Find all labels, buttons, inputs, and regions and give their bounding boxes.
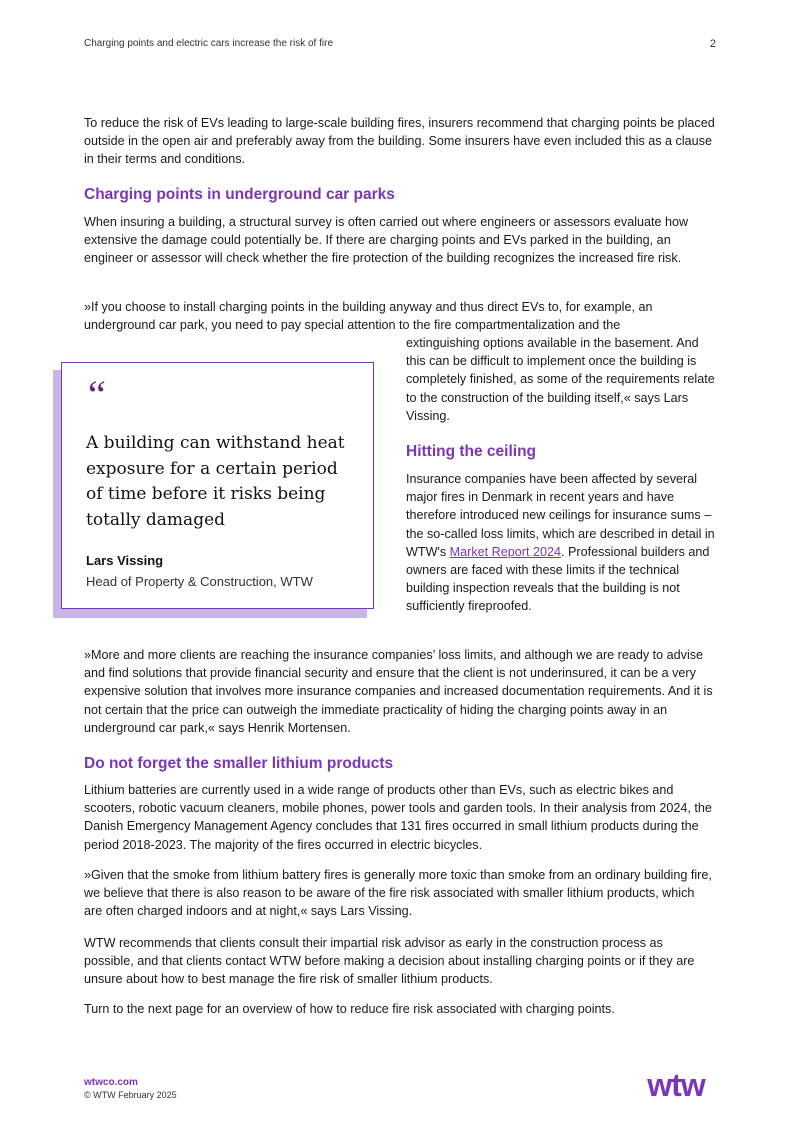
pull-quote-name: Lars Vissing: [86, 553, 164, 568]
pull-quote: [61, 362, 374, 609]
section1-paragraph-2-continued: extinguishing options available in the basement. And this can be difficult to implement once the building is completely finished, as some of the requirements relate to the construction of the building itself,« says Lars Vissing.: [406, 336, 715, 423]
running-header-title: Charging points and electric cars increase the risk of fire: [84, 38, 334, 49]
wtw-logo-icon: [636, 1070, 716, 1100]
footer-copyright: © WTW February 2025: [84, 1090, 177, 1100]
section3-paragraph-4: Turn to the next page for an overview of how to reduce fire risk associated with charging points.: [84, 1002, 615, 1016]
section1-paragraph-1: When insuring a building, a structural survey is often carried out where engineers or assessors evaluate how extensive the damage could potentially be. If there are charging points and EVs parked in the building, an engineer or assessor will check whether the fire protection of the building recognizes the increased fire risk.: [84, 215, 689, 266]
quote-mark-icon: “: [88, 372, 106, 417]
section-heading-underground: Charging points in underground car parks: [84, 186, 395, 203]
section3-paragraph-1: Lithium batteries are currently used in a wide range of products other than EVs, such as electric bikes and scooters, robotic vacuum cleaners, mobile phones, power tools and garden tools. In their analysis from 2024, the Danish Emergency Management Agency concludes that 131 fires occurred in small lithium products during the period 2018-2023. The majority of the fires occurred in electric bicycles.: [84, 783, 712, 852]
section1-paragraph-2: »If you choose to install charging points in the building anyway and thus direct EVs to, for example, an underground car park, you need to pay special attention to the fire compartmentalization and the: [84, 300, 653, 333]
wtw-logo-text: wtw: [647, 1070, 705, 1100]
pull-quote-text: A building can withstand heat exposure for a certain period of time before it risks being totally damaged: [86, 433, 345, 530]
section2-text-after-link: . Professional builders and owners are faced with these limits if the technical building inspection reveals that the building is not sufficiently fireproofed.: [406, 544, 710, 614]
section2-paragraph-1: [406, 470, 716, 616]
footer-site-link[interactable]: wtwco.com: [84, 1077, 138, 1088]
section2-paragraph-2: »More and more clients are reaching the insurance companies’ loss limits, and although we are ready to advise and find solutions that provide financial security and ensure that the client is not underinsured, it can be a very expensive solution that involves more insurance companies and increased documentation requirements. And it is not certain that the price can outweigh the immediate practicality of hiding the charging points away in an underground car park,« says Henrik Mortensen.: [84, 648, 713, 735]
market-report-link[interactable]: Market Report 2024: [449, 544, 561, 559]
intro-paragraph: To reduce the risk of EVs leading to large-scale building fires, insurers recommend that charging points be placed outside in the open air and preferably away from the building. Some insurers have even included this as a clause in their terms and conditions.: [84, 116, 715, 167]
section-heading-ceiling: Hitting the ceiling: [406, 443, 537, 460]
section3-paragraph-2: »Given that the smoke from lithium battery fires is generally more toxic than smoke from an ordinary building fire, we believe that there is also reason to be aware of the fire risk associated with smaller lithium products, which are often charged indoors and at night,« says Lars Vissing.: [84, 868, 712, 919]
section3-paragraph-3: WTW recommends that clients consult their impartial risk advisor as early in the construction process as possible, and that clients contact WTW before making a decision about installing charging points or if they are unsure about how to best manage the fire risk of smaller lithium products.: [84, 936, 695, 987]
page-number: 2: [709, 38, 716, 50]
pull-quote-role: Head of Property & Construction, WTW: [86, 574, 313, 589]
running-header: [84, 38, 716, 52]
section2-text-before-link: Insurance companies have been affected by several major fires in Denmark in recent years and have therefore introduced new ceilings for insurance sums – the so-called loss limits, which are described in detail in WTW's: [406, 472, 715, 559]
section-heading-lithium: Do not forget the smaller lithium products: [84, 755, 394, 772]
